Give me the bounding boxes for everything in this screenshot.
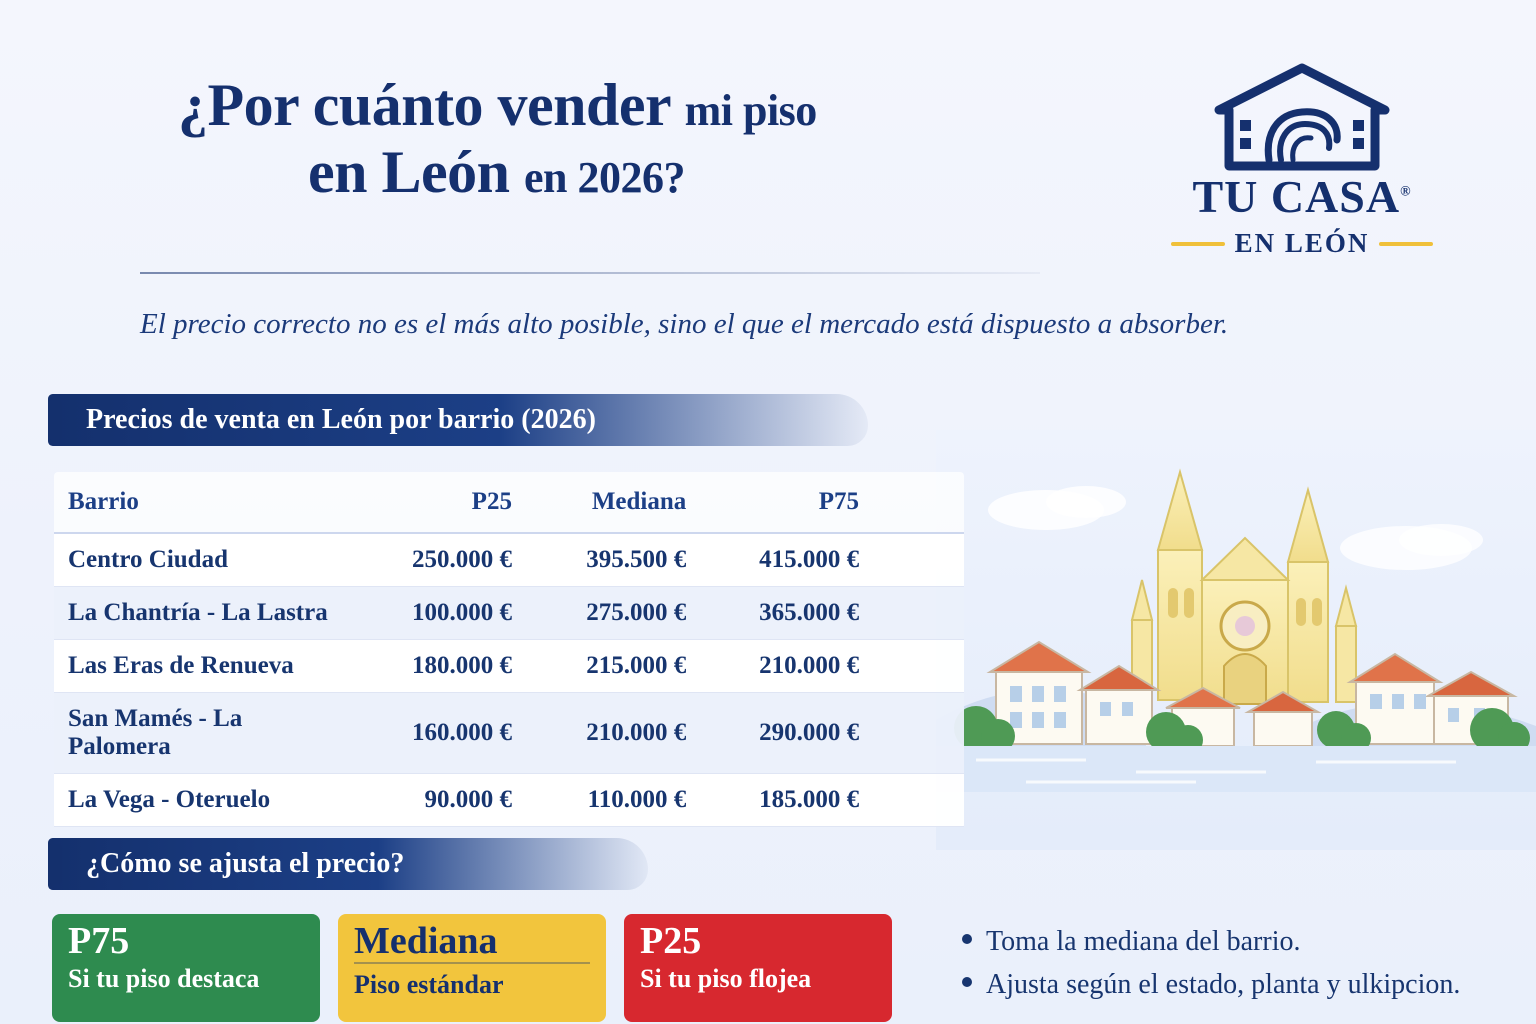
table-row — [54, 640, 964, 693]
list-item-label: Toma la mediana del barrio. — [986, 926, 1301, 957]
price-card-p75-caption: Si tu piso destaca — [68, 963, 260, 993]
table-header-spacer — [881, 472, 964, 533]
prices-table — [54, 472, 964, 827]
cell-p25: 180.000 € — [361, 640, 534, 693]
price-card-p25 — [624, 914, 892, 1022]
header-divider — [140, 272, 1040, 274]
logo-subtitle-row — [1152, 228, 1452, 259]
cell-p25: 100.000 € — [361, 587, 534, 640]
price-card-mediana-caption: Piso estándar — [354, 962, 590, 1002]
logo-wordmark — [1192, 171, 1412, 222]
table-row — [54, 533, 964, 587]
cell-mediana: 215.000 € — [534, 640, 708, 693]
logo-subtitle: EN LEÓN — [1234, 228, 1370, 258]
section-banner-prices: Precios de venta en León por barrio (2026) — [48, 394, 868, 446]
cell-mediana: 210.000 € — [534, 693, 708, 774]
table-header-row — [54, 472, 964, 533]
table-header-p25: P25 — [361, 472, 534, 533]
table-header-barrio: Barrio — [54, 472, 361, 533]
cell-spacer — [881, 533, 964, 587]
table-header-p75: P75 — [708, 472, 881, 533]
logo-registered-mark: ® — [1400, 184, 1412, 200]
subtitle-text: El precio correcto no es el más alto posible, sino el que el mercado está dispuesto a absorber. — [140, 308, 1229, 340]
cell-p75: 415.000 € — [708, 533, 881, 587]
logo — [1152, 62, 1452, 259]
price-card-p25-title: P25 — [640, 920, 702, 962]
cell-barrio: La Vega - Oteruelo — [54, 774, 361, 827]
cell-p25: 90.000 € — [361, 774, 534, 827]
cell-barrio: Las Eras de Renueva — [54, 640, 361, 693]
logo-bar-right — [1379, 242, 1433, 246]
cell-spacer — [881, 693, 964, 774]
cell-p75: 210.000 € — [708, 640, 881, 693]
price-card-p25-caption: Si tu piso flojea — [640, 963, 812, 993]
table-row — [54, 587, 964, 640]
cell-spacer — [881, 587, 964, 640]
cell-p75: 365.000 € — [708, 587, 881, 640]
house-logo-icon — [1152, 62, 1452, 172]
leon-cathedral-illustration — [936, 430, 1536, 850]
price-card-p75-title: P75 — [68, 920, 130, 962]
cell-barrio: La Chantría - La Lastra — [54, 587, 361, 640]
cell-mediana: 275.000 € — [534, 587, 708, 640]
cell-spacer — [881, 640, 964, 693]
table-header-mediana: Mediana — [534, 472, 708, 533]
cell-mediana: 110.000 € — [534, 774, 708, 827]
title-line2-sub: en 2026? — [524, 153, 686, 203]
cell-p25: 160.000 € — [361, 693, 534, 774]
bullet-dot-icon — [962, 977, 972, 987]
page-title — [140, 72, 1060, 206]
logo-bar-left — [1171, 242, 1225, 246]
title-line1-sub: mi piso — [684, 86, 817, 135]
title-line2-main: en León — [308, 139, 510, 206]
table-row — [54, 774, 964, 827]
cell-mediana: 395.500 € — [534, 533, 708, 587]
price-card-mediana-title: Mediana — [354, 920, 498, 962]
bullet-dot-icon — [962, 934, 972, 944]
price-cards — [52, 914, 892, 1022]
cell-barrio: San Mamés - La Palomera — [54, 693, 361, 774]
cell-p25: 250.000 € — [361, 533, 534, 587]
section-banner-adjust: ¿Cómo se ajusta el precio? — [48, 838, 648, 890]
logo-name-text: TU CASA — [1192, 171, 1401, 222]
table-row — [54, 693, 964, 774]
cell-p75: 185.000 € — [708, 774, 881, 827]
price-card-p75 — [52, 914, 320, 1022]
list-item-label: Ajusta según el estado, planta y ulkipcion. — [986, 969, 1461, 1001]
price-card-mediana — [338, 914, 606, 1022]
tips-list — [962, 920, 1522, 1007]
list-item — [962, 963, 1522, 1006]
title-line1-main: ¿Por cuánto vender — [178, 72, 671, 138]
cell-barrio: Centro Ciudad — [54, 533, 361, 587]
cell-spacer — [881, 774, 964, 827]
list-item — [962, 920, 1522, 963]
cell-p75: 290.000 € — [708, 693, 881, 774]
